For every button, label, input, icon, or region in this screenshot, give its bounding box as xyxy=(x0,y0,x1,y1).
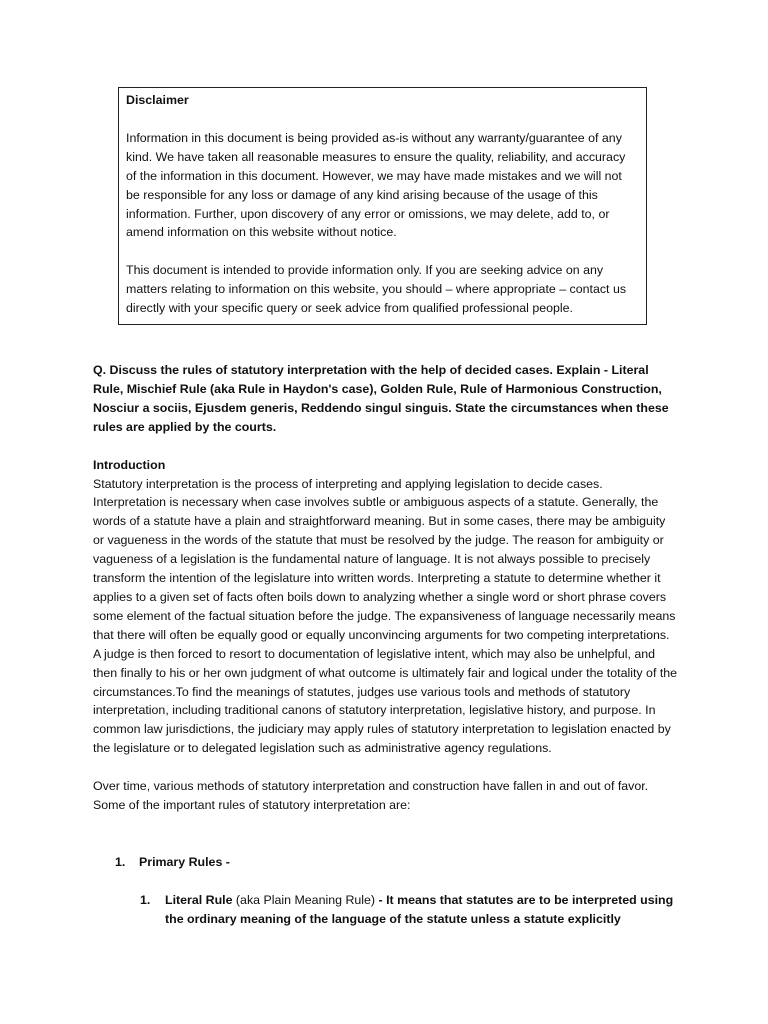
list-item-title: Primary Rules - xyxy=(139,854,230,869)
list-number: 1. xyxy=(115,854,126,869)
introduction-heading: Introduction xyxy=(93,457,166,472)
introduction-text: Statutory interpretation is the process of interpreting and applying legislation to decide cases. Interpretation is necessary when case involves subtle or ambiguous aspects of a statute. Generally, the words of a statute have a plain and straightforward meaning. But in some cases, there may be ambiguity or vagueness in the words of the statute that must be resolved by the judge. The reason for ambiguity or vagueness of a legislation is the fundamental nature of language. It is not always possible to precisely transform the intention of the legislature into written words. Interpreting a statute to determine whether it applies to a given set of facts often boils down to analyzing whether a single word or short phrase covers some element of the factual situation before the judge. The expansiveness of language necessarily means that there will often be equally good or equally unconvincing arguments for two competing interpretations. A judge is then forced to resort to documentation of legislative intent, which may also be unhelpful, and then finally to his or her own judgment of what outcome is ultimately fair and logical under the totality of the circumstances.To find the meanings of statutes, judges use various tools and methods of statutory interpretation, including traditional canons of statutory interpretation, legislative history, and purpose. In common law jurisdictions, the judiciary may apply rules of statutory interpretation to legislation enacted by the legislature or to delegated legislation such as administrative agency regulations. xyxy=(93,476,678,756)
sub-list-alias: (aka Plain Meaning Rule) xyxy=(232,892,376,907)
disclaimer-paragraph-2: This document is intended to provide information only. If you are seeking advice on any matters relating to information on this website, you should – where appropriate – contact us directly with your specific query or seek advice from qualified professional people. xyxy=(126,263,627,316)
question-text: Q. Discuss the rules of statutory interpretation with the help of decided cases. Explain - Literal Rule, Mischief Rule (aka Rule in Haydon's case), Golden Rule, Rule of Harmonious Construction, Nosciur a sociis, Ejusdem generis, Reddendo singul singuis. State the circumstances when these rules are applied by the courts. xyxy=(93,363,669,434)
disclaimer-title: Disclaimer xyxy=(126,93,189,107)
list-item-literal-rule xyxy=(140,891,678,929)
disclaimer-box xyxy=(118,87,647,325)
document-body xyxy=(93,361,678,929)
sub-list-number: 1. xyxy=(140,892,151,907)
sub-list-label: Literal Rule xyxy=(165,892,233,907)
methods-paragraph: Over time, various methods of statutory interpretation and construction have fallen in and out of favor. Some of the important rules of statutory interpretation are: xyxy=(93,779,649,813)
disclaimer-paragraph-1: Information in this document is being provided as-is without any warranty/guarantee of any kind. We have taken all reasonable measures to ensure the quality, reliability, and accuracy of the information in this document. However, we may have made mistakes and we will not be responsible for any loss or damage of any kind arising because of the usage of this information. Further, upon discovery of any error or omissions, we may delete, add to, or amend information on this website without notice. xyxy=(126,130,626,240)
list-item-primary-rules xyxy=(115,853,678,872)
sub-list-text: - It means that statutes are to be interpreted using the ordinary meaning of the language of the statute unless a statute explicitly xyxy=(165,892,674,926)
